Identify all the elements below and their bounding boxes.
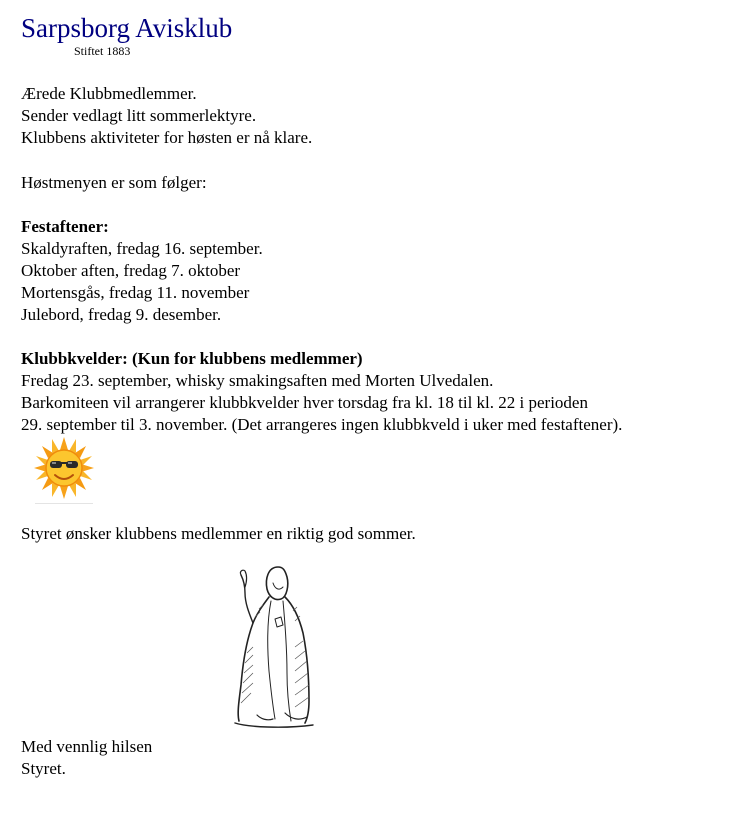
- summer-wish: Styret ønsker klubbens medlemmer en riktig god sommer.: [21, 524, 416, 543]
- festaften-item: Oktober aften, fredag 7. oktober: [21, 261, 241, 280]
- robed-man-illustration: [223, 561, 327, 731]
- intro-line-salutation: Ærede Klubbmedlemmer.: [21, 84, 197, 103]
- menu-intro: Høstmenyen er som følger:: [21, 173, 207, 192]
- intro-line-enclosure: Sender vedlagt litt sommerlektyre.: [21, 106, 257, 125]
- festaften-item: Skaldyraften, fredag 16. september.: [21, 239, 263, 258]
- festaften-item: Julebord, fredag 9. desember.: [21, 305, 222, 324]
- intro-line-activities: Klubbens aktiviteter for høsten er nå klare.: [21, 128, 313, 147]
- sun-with-sunglasses-icon: [33, 436, 95, 500]
- club-name-heading: Sarpsborg Avisklub: [21, 13, 233, 43]
- closing-greeting: Med vennlig hilsen: [21, 737, 153, 756]
- klubbkvelder-heading: Klubbkvelder: (Kun for klubbens medlemmer): [21, 349, 363, 368]
- closing-signature: Styret.: [21, 759, 66, 778]
- klubbkvelder-line: Fredag 23. september, whisky smakingsaften med Morten Ulvedalen.: [21, 371, 494, 390]
- festaftener-heading: Festaftener:: [21, 217, 109, 236]
- sun-face: [46, 450, 82, 486]
- festaften-item: Mortensgås, fredag 11. november: [21, 283, 250, 302]
- klubbkvelder-line: Barkomiteen vil arrangerer klubbkvelder hver torsdag fra kl. 18 til kl. 22 i perioden: [21, 393, 588, 412]
- klubbkvelder-line: 29. september til 3. november. (Det arrangeres ingen klubbkveld i uker med festaftener).: [21, 415, 623, 434]
- sun-divider: [35, 503, 93, 504]
- founded-subtitle: Stiftet 1883: [74, 44, 131, 58]
